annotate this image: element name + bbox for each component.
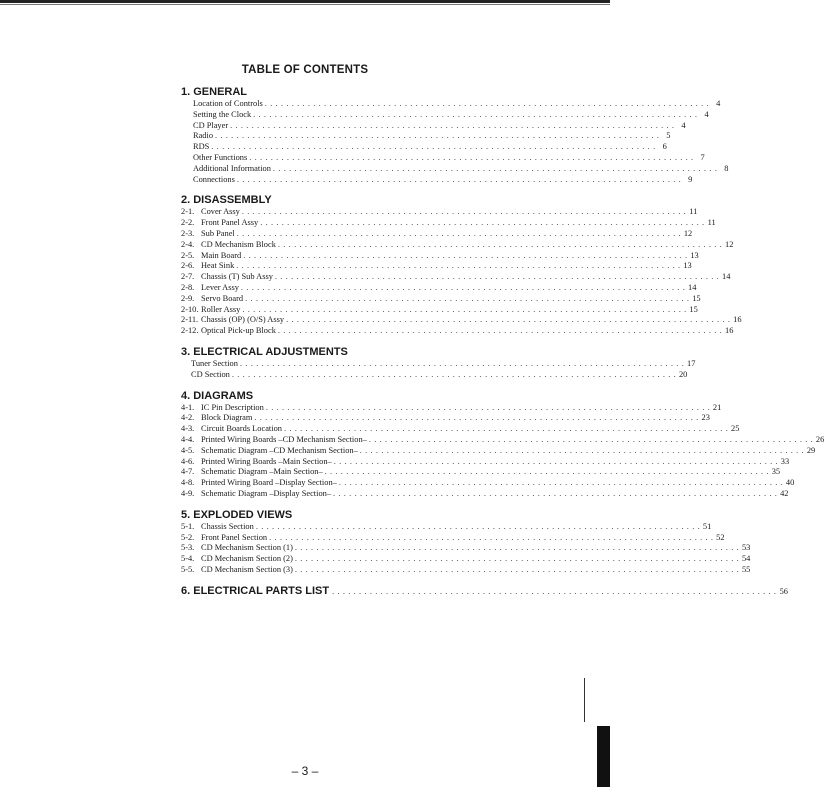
dot-leader: . . . . . . . . . . . . . . . . . . . . . . . . . . . . . . . . . . . . . . . . . . . . . . . . . . . . . . . . . . . . . . . . . . . . . . . . . . . . . . . . . . .: [274, 272, 720, 282]
toc-entry[interactable]: [181, 326, 734, 337]
toc-entry[interactable]: [181, 218, 716, 229]
entry-label: Additional Information: [193, 163, 271, 173]
entry-number: 4-3.: [181, 424, 195, 434]
entry-label: Front Panel Section: [201, 532, 268, 542]
entry-label: Optical Pick-up Block: [201, 326, 276, 336]
entry-label: Schematic Diagram –Main Section–: [201, 467, 323, 477]
entry-label: Tuner Section: [191, 358, 238, 368]
entry-number: 5-3.: [181, 543, 195, 553]
toc-entry[interactable]: [181, 174, 693, 186]
dot-leader: . . . . . . . . . . . . . . . . . . . . . . . . . . . . . . . . . . . . . . . . . . . . . . . . . . . . . . . . . . . . . . . . . . . . . . . . . . . . . . . . . . .: [324, 467, 770, 477]
dot-leader: . . . . . . . . . . . . . . . . . . . . . . . . . . . . . . . . . . . . . . . . . . . . . . . . . . . . . . . . . . . . . . . . . . . . . . . . . . . . . . . . . . .: [236, 228, 682, 238]
entry-page: 23: [701, 413, 710, 423]
entry-page: 5: [666, 131, 671, 141]
entry-number: 5-4.: [181, 554, 195, 564]
entry-label: 6. ELECTRICAL PARTS LIST: [181, 584, 330, 597]
dot-leader: . . . . . . . . . . . . . . . . . . . . . . . . . . . . . . . . . . . . . . . . . . . . . . . . . . . . . . . . . . . . . . . . . . . . . . . . . . . . . . . . . . .: [239, 358, 685, 368]
entry-label: Cover Assy: [201, 207, 240, 217]
toc-entry[interactable]: [181, 424, 740, 435]
entry-label: Location of Controls: [193, 99, 263, 108]
dot-leader: . . . . . . . . . . . . . . . . . . . . . . . . . . . . . . . . . . . . . . . . . . . . . . . . . . . . . . . . . . . . . . . . . . . . . . . . . . . . . . . . . . .: [249, 152, 694, 162]
entry-label: Chassis (T) Sub Assy: [201, 272, 273, 282]
toc-entry[interactable]: [181, 564, 751, 576]
dot-leader: . . . . . . . . . . . . . . . . . . . . . . . . . . . . . . . . . . . . . . . . . . . . . . . . . . . . . . . . . . . . . . . . . . . . . . . . . . . . . . . . . . .: [286, 315, 731, 325]
entry-number: 2-8.: [181, 282, 195, 292]
entry-number: 4-2.: [181, 413, 195, 423]
entry-page: 9: [688, 174, 693, 184]
toc-entry[interactable]: [181, 488, 789, 500]
toc-entry[interactable]: [181, 99, 721, 110]
toc-entry[interactable]: [181, 434, 824, 446]
dot-leader: . . . . . . . . . . . . . . . . . . . . . . . . . . . . . . . . . . . . . . . . . . . . . . . . . . . . . . . . . . . . . . . . . . . . . . . . . . . . . . . . . . .: [215, 131, 660, 141]
entry-page: 15: [689, 304, 698, 314]
entry-number: 2-5.: [181, 250, 195, 260]
entry-number: 2-9.: [181, 293, 195, 303]
toc-entry[interactable]: [181, 532, 725, 544]
dot-leader: . . . . . . . . . . . . . . . . . . . . . . . . . . . . . . . . . . . . . . . . . . . . . . . . . . . . . . . . . . . . . . . . . . . . . . . . . . . . . . . . . . .: [333, 488, 778, 498]
section-heading: 4. DIAGRAMS: [181, 389, 254, 402]
entry-page: 14: [688, 282, 697, 292]
dot-leader: . . . . . . . . . . . . . . . . . . . . . . . . . . . . . . . . . . . . . . . . . . . . . . . . . . . . . . . . . . . . . . . . . . . . . . . . . . . . . . . . . . .: [338, 478, 784, 488]
entry-page: 26: [815, 434, 824, 444]
page-title: TABLE OF CONTENTS: [241, 64, 369, 76]
entry-label: IC Pin Description: [201, 402, 264, 412]
entry-label: Chassis (OP) (O/S) Assy: [201, 315, 285, 325]
toc-entry[interactable]: [181, 239, 734, 251]
toc-section: [181, 389, 824, 500]
toc-entry[interactable]: [181, 543, 751, 554]
entry-page: 12: [725, 239, 734, 249]
entry-page: 51: [702, 521, 712, 531]
entry-page: 15: [692, 293, 701, 303]
entry-label: Printed Wiring Boards –Main Section–: [201, 456, 332, 466]
entry-page: 29: [806, 445, 816, 455]
table-of-contents: [181, 86, 824, 598]
entry-number: 4-4.: [181, 434, 195, 444]
dot-leader: . . . . . . . . . . . . . . . . . . . . . . . . . . . . . . . . . . . . . . . . . . . . . . . . . . . . . . . . . . . . . . . . . . . . . . . . . . . . . . . . . . .: [243, 250, 688, 260]
dot-leader: . . . . . . . . . . . . . . . . . . . . . . . . . . . . . . . . . . . . . . . . . . . . . . . . . . . . . . . . . . . . . . . . . . . . . . . . . . . . . . . . . . .: [277, 326, 723, 336]
entry-label: Lever Assy: [201, 282, 239, 292]
entry-label: RDS: [193, 142, 210, 152]
toc-section: [181, 194, 742, 337]
entry-page: 33: [780, 456, 790, 466]
entry-label: Radio: [193, 131, 214, 141]
toc-entry[interactable]: [181, 467, 781, 478]
toc-section: [181, 508, 751, 576]
entry-number: 5-1.: [181, 521, 195, 531]
entry-label: Roller Assy: [201, 304, 241, 314]
entry-label: Schematic Diagram –CD Mechanism Section–: [201, 445, 358, 455]
entry-number: 2-3.: [181, 228, 195, 238]
entry-label: Setting the Clock: [193, 109, 252, 119]
entry-number: 4-5.: [181, 445, 195, 455]
entry-page: 25: [731, 424, 740, 434]
dot-leader: . . . . . . . . . . . . . . . . . . . . . . . . . . . . . . . . . . . . . . . . . . . . . . . . . . . . . . . . . . . . . . . . . . . . . . . . . . . . . . . . . . .: [269, 532, 714, 542]
entry-number: 5-2.: [181, 532, 195, 542]
dot-leader: . . . . . . . . . . . . . . . . . . . . . . . . . . . . . . . . . . . . . . . . . . . . . . . . . . . . . . . . . . . . . . . . . . . . . . . . . . . . . . . . . . .: [241, 207, 687, 217]
dot-leader: . . . . . . . . . . . . . . . . . . . . . . . . . . . . . . . . . . . . . . . . . . . . . . . . . . . . . . . . . . . . . . . . . . . . . . . . . . . . . . . . . . .: [294, 543, 740, 553]
entry-label: CD Mechanism Block: [201, 239, 276, 249]
entry-label: CD Mechanism Section (3): [201, 564, 293, 574]
dot-leader: . . . . . . . . . . . . . . . . . . . . . . . . . . . . . . . . . . . . . . . . . . . . . . . . . . . . . . . . . . . . . . . . . . . . . . . . . . . . . . . . . . .: [230, 120, 675, 130]
dot-leader: . . . . . . . . . . . . . . . . . . . . . . . . . . . . . . . . . . . . . . . . . . . . . . . . . . . . . . . . . . . . . . . . . . . . . . . . . . . . . . . . . . .: [245, 293, 690, 303]
entry-number: 2-4.: [181, 239, 195, 249]
entry-number: 2-1.: [181, 207, 195, 217]
toc-entry[interactable]: [181, 142, 667, 153]
dot-leader: . . . . . . . . . . . . . . . . . . . . . . . . . . . . . . . . . . . . . . . . . . . . . . . . . . . . . . . . . . . . . . . . . . . . . . . . . . . . . . . . . . .: [260, 218, 705, 228]
entry-number: 2-11.: [181, 315, 199, 325]
dot-leader: . . . . . . . . . . . . . . . . . . . . . . . . . . . . . . . . . . . . . . . . . . . . . . . . . . . . . . . . . . . . . . . . . . . . . . . . . . . . . . . . . . .: [294, 564, 740, 574]
toc-entry[interactable]: [181, 554, 751, 565]
entry-number: 5-5.: [181, 564, 195, 574]
toc-entry[interactable]: [181, 402, 722, 414]
entry-label: Main Board: [201, 250, 242, 260]
entry-number: 4-8.: [181, 478, 195, 488]
dot-leader: . . . . . . . . . . . . . . . . . . . . . . . . . . . . . . . . . . . . . . . . . . . . . . . . . . . . . . . . . . . . . . . . . . . . . . . . . . . . . . . . . . .: [368, 434, 814, 444]
toc-entry[interactable]: [181, 413, 710, 424]
toc-entry[interactable]: [181, 282, 697, 294]
toc-entry[interactable]: [181, 163, 729, 175]
entry-number: 2-10.: [181, 304, 199, 314]
entry-page: 4: [681, 120, 686, 130]
entry-page: 16: [725, 326, 734, 336]
entry-number: 2-6.: [181, 261, 195, 271]
entry-page: 12: [683, 228, 693, 238]
entry-page: 7: [700, 152, 705, 162]
entry-page: 11: [707, 218, 716, 228]
entry-number: 2-7.: [181, 272, 195, 282]
entry-page: 21: [712, 402, 722, 412]
toc-entry[interactable]: [181, 358, 696, 370]
dot-leader: . . . . . . . . . . . . . . . . . . . . . . . . . . . . . . . . . . . . . . . . . . . . . . . . . . . . . . . . . . . . . . . . . . . . . . . . . . . . . . . . . . .: [236, 261, 681, 271]
entry-page: 6: [662, 142, 667, 152]
entry-number: 4-9.: [181, 488, 195, 498]
entry-number: 2-2.: [181, 218, 195, 228]
toc-entry[interactable]: [181, 521, 712, 533]
dot-leader: . . . . . . . . . . . . . . . . . . . . . . . . . . . . . . . . . . . . . . . . . . . . . . . . . . . . . . . . . . . . . . . . . . . . . . . . . . . . . . . . . . .: [265, 402, 711, 412]
section-heading: 2. DISASSEMBLY: [181, 194, 272, 207]
toc-entry[interactable]: [181, 478, 795, 489]
entry-page: 42: [780, 488, 789, 498]
entry-label: Chassis Section: [201, 521, 254, 531]
entry-page: 53: [741, 543, 751, 553]
entry-number: 4-7.: [181, 467, 195, 477]
entry-page: 13: [690, 250, 699, 260]
toc-section: [181, 345, 696, 381]
dot-leader: . . . . . . . . . . . . . . . . . . . . . . . . . . . . . . . . . . . . . . . . . . . . . . . . . . . . . . . . . . . . . . . . . . . . . . . . . . . . . . . . . . .: [211, 142, 656, 152]
entry-page: 8: [724, 163, 729, 173]
entry-label: Front Panel Assy: [201, 218, 259, 228]
toc-section: [181, 86, 729, 185]
toc-entry[interactable]: [181, 445, 816, 457]
entry-label: CD Mechanism Section (2): [201, 554, 293, 564]
toc-entry[interactable]: [181, 207, 698, 218]
entry-label: CD Player: [193, 120, 229, 130]
dot-leader: . . . . . . . . . . . . . . . . . . . . . . . . . . . . . . . . . . . . . . . . . . . . . . . . . . . . . . . . . . . . . . . . . . . . . . . . . . . . . . . . . . .: [254, 413, 699, 423]
entry-label: Sub Panel: [201, 228, 235, 238]
entry-label: Other Functions: [193, 152, 248, 162]
toc-entry[interactable]: [181, 304, 698, 316]
top-border-rule: [0, 0, 610, 3]
entry-page: 54: [741, 554, 751, 564]
toc-entry[interactable]: [181, 131, 671, 142]
entry-label: Block Diagram: [201, 413, 253, 423]
entry-page: 52: [716, 532, 725, 542]
entry-label: CD Mechanism Section (1): [201, 543, 293, 553]
dot-leader: . . . . . . . . . . . . . . . . . . . . . . . . . . . . . . . . . . . . . . . . . . . . . . . . . . . . . . . . . . . . . . . . . . . . . . . . . . . . . . . . . . .: [255, 521, 701, 531]
dot-leader: . . . . . . . . . . . . . . . . . . . . . . . . . . . . . . . . . . . . . . . . . . . . . . . . . . . . . . . . . . . . . . . . . . . . . . . . . . . . . . . . . . .: [332, 586, 777, 596]
entry-page: 16: [733, 315, 742, 325]
entry-page: 40: [785, 478, 795, 488]
toc-entry[interactable]: [181, 456, 790, 468]
dot-leader: . . . . . . . . . . . . . . . . . . . . . . . . . . . . . . . . . . . . . . . . . . . . . . . . . . . . . . . . . . . . . . . . . . . . . . . . . . . . . . . . . . .: [277, 239, 723, 249]
toc-entry[interactable]: [181, 272, 731, 283]
scan-edge-line: [584, 678, 585, 722]
dot-leader: . . . . . . . . . . . . . . . . . . . . . . . . . . . . . . . . . . . . . . . . . . . . . . . . . . . . . . . . . . . . . . . . . . . . . . . . . . . . . . . . . . .: [240, 282, 686, 292]
dot-leader: . . . . . . . . . . . . . . . . . . . . . . . . . . . . . . . . . . . . . . . . . . . . . . . . . . . . . . . . . . . . . . . . . . . . . . . . . . . . . . . . . . .: [231, 369, 677, 379]
entry-page: 11: [689, 207, 698, 217]
scan-edge-mark: [597, 726, 610, 787]
dot-leader: . . . . . . . . . . . . . . . . . . . . . . . . . . . . . . . . . . . . . . . . . . . . . . . . . . . . . . . . . . . . . . . . . . . . . . . . . . . . . . . . . . .: [272, 163, 718, 173]
entry-number: 4-1.: [181, 402, 195, 412]
entry-label: Connections: [193, 174, 235, 184]
toc-entry[interactable]: [181, 152, 705, 164]
toc-entry[interactable]: [181, 250, 699, 262]
section-heading: 1. GENERAL: [181, 86, 248, 98]
entry-page: 35: [771, 467, 781, 477]
toc-entry[interactable]: [181, 120, 686, 132]
toc-entry-parts-list[interactable]: [181, 584, 788, 598]
entry-page: 14: [722, 272, 731, 282]
toc-entry[interactable]: [181, 261, 692, 272]
entry-number: 4-6.: [181, 456, 195, 466]
top-border-rule-thin: [0, 4, 610, 5]
toc-entry[interactable]: [181, 109, 709, 121]
entry-label: Printed Wiring Board –Display Section–: [201, 478, 337, 488]
dot-leader: . . . . . . . . . . . . . . . . . . . . . . . . . . . . . . . . . . . . . . . . . . . . . . . . . . . . . . . . . . . . . . . . . . . . . . . . . . . . . . . . . . .: [264, 99, 710, 108]
dot-leader: . . . . . . . . . . . . . . . . . . . . . . . . . . . . . . . . . . . . . . . . . . . . . . . . . . . . . . . . . . . . . . . . . . . . . . . . . . . . . . . . . . .: [236, 174, 682, 184]
dot-leader: . . . . . . . . . . . . . . . . . . . . . . . . . . . . . . . . . . . . . . . . . . . . . . . . . . . . . . . . . . . . . . . . . . . . . . . . . . . . . . . . . . .: [359, 445, 805, 455]
dot-leader: . . . . . . . . . . . . . . . . . . . . . . . . . . . . . . . . . . . . . . . . . . . . . . . . . . . . . . . . . . . . . . . . . . . . . . . . . . . . . . . . . . .: [253, 109, 698, 119]
toc-entry[interactable]: [181, 369, 688, 381]
toc-entry[interactable]: [181, 228, 693, 240]
dot-leader: . . . . . . . . . . . . . . . . . . . . . . . . . . . . . . . . . . . . . . . . . . . . . . . . . . . . . . . . . . . . . . . . . . . . . . . . . . . . . . . . . . .: [294, 554, 740, 564]
entry-label: CD Section: [191, 369, 230, 379]
entry-page: 20: [678, 369, 688, 379]
toc-entry[interactable]: [181, 315, 742, 326]
dot-leader: . . . . . . . . . . . . . . . . . . . . . . . . . . . . . . . . . . . . . . . . . . . . . . . . . . . . . . . . . . . . . . . . . . . . . . . . . . . . . . . . . . .: [242, 304, 687, 314]
entry-label: Servo Board: [201, 293, 244, 303]
entry-page: 17: [687, 358, 696, 368]
entry-page: 4: [716, 99, 721, 108]
entry-page: 56: [779, 586, 788, 596]
page-number: – 3 –: [291, 764, 319, 778]
dot-leader: . . . . . . . . . . . . . . . . . . . . . . . . . . . . . . . . . . . . . . . . . . . . . . . . . . . . . . . . . . . . . . . . . . . . . . . . . . . . . . . . . . .: [333, 456, 779, 466]
section-heading: 5. EXPLODED VIEWS: [181, 508, 293, 521]
dot-leader: . . . . . . . . . . . . . . . . . . . . . . . . . . . . . . . . . . . . . . . . . . . . . . . . . . . . . . . . . . . . . . . . . . . . . . . . . . . . . . . . . . .: [283, 424, 729, 434]
entry-page: 13: [683, 261, 692, 271]
entry-label: Heat Sink: [201, 261, 235, 271]
entry-label: Circuit Boards Location: [201, 424, 282, 434]
entry-page: 4: [704, 109, 709, 119]
entry-number: 2-12.: [181, 326, 199, 336]
section-heading: 3. ELECTRICAL ADJUSTMENTS: [181, 345, 348, 358]
entry-label: Printed Wiring Boards –CD Mechanism Section–: [201, 434, 367, 444]
entry-label: Schematic Diagram –Display Section–: [201, 488, 332, 498]
toc-entry[interactable]: [181, 293, 701, 305]
entry-page: 55: [741, 564, 751, 574]
